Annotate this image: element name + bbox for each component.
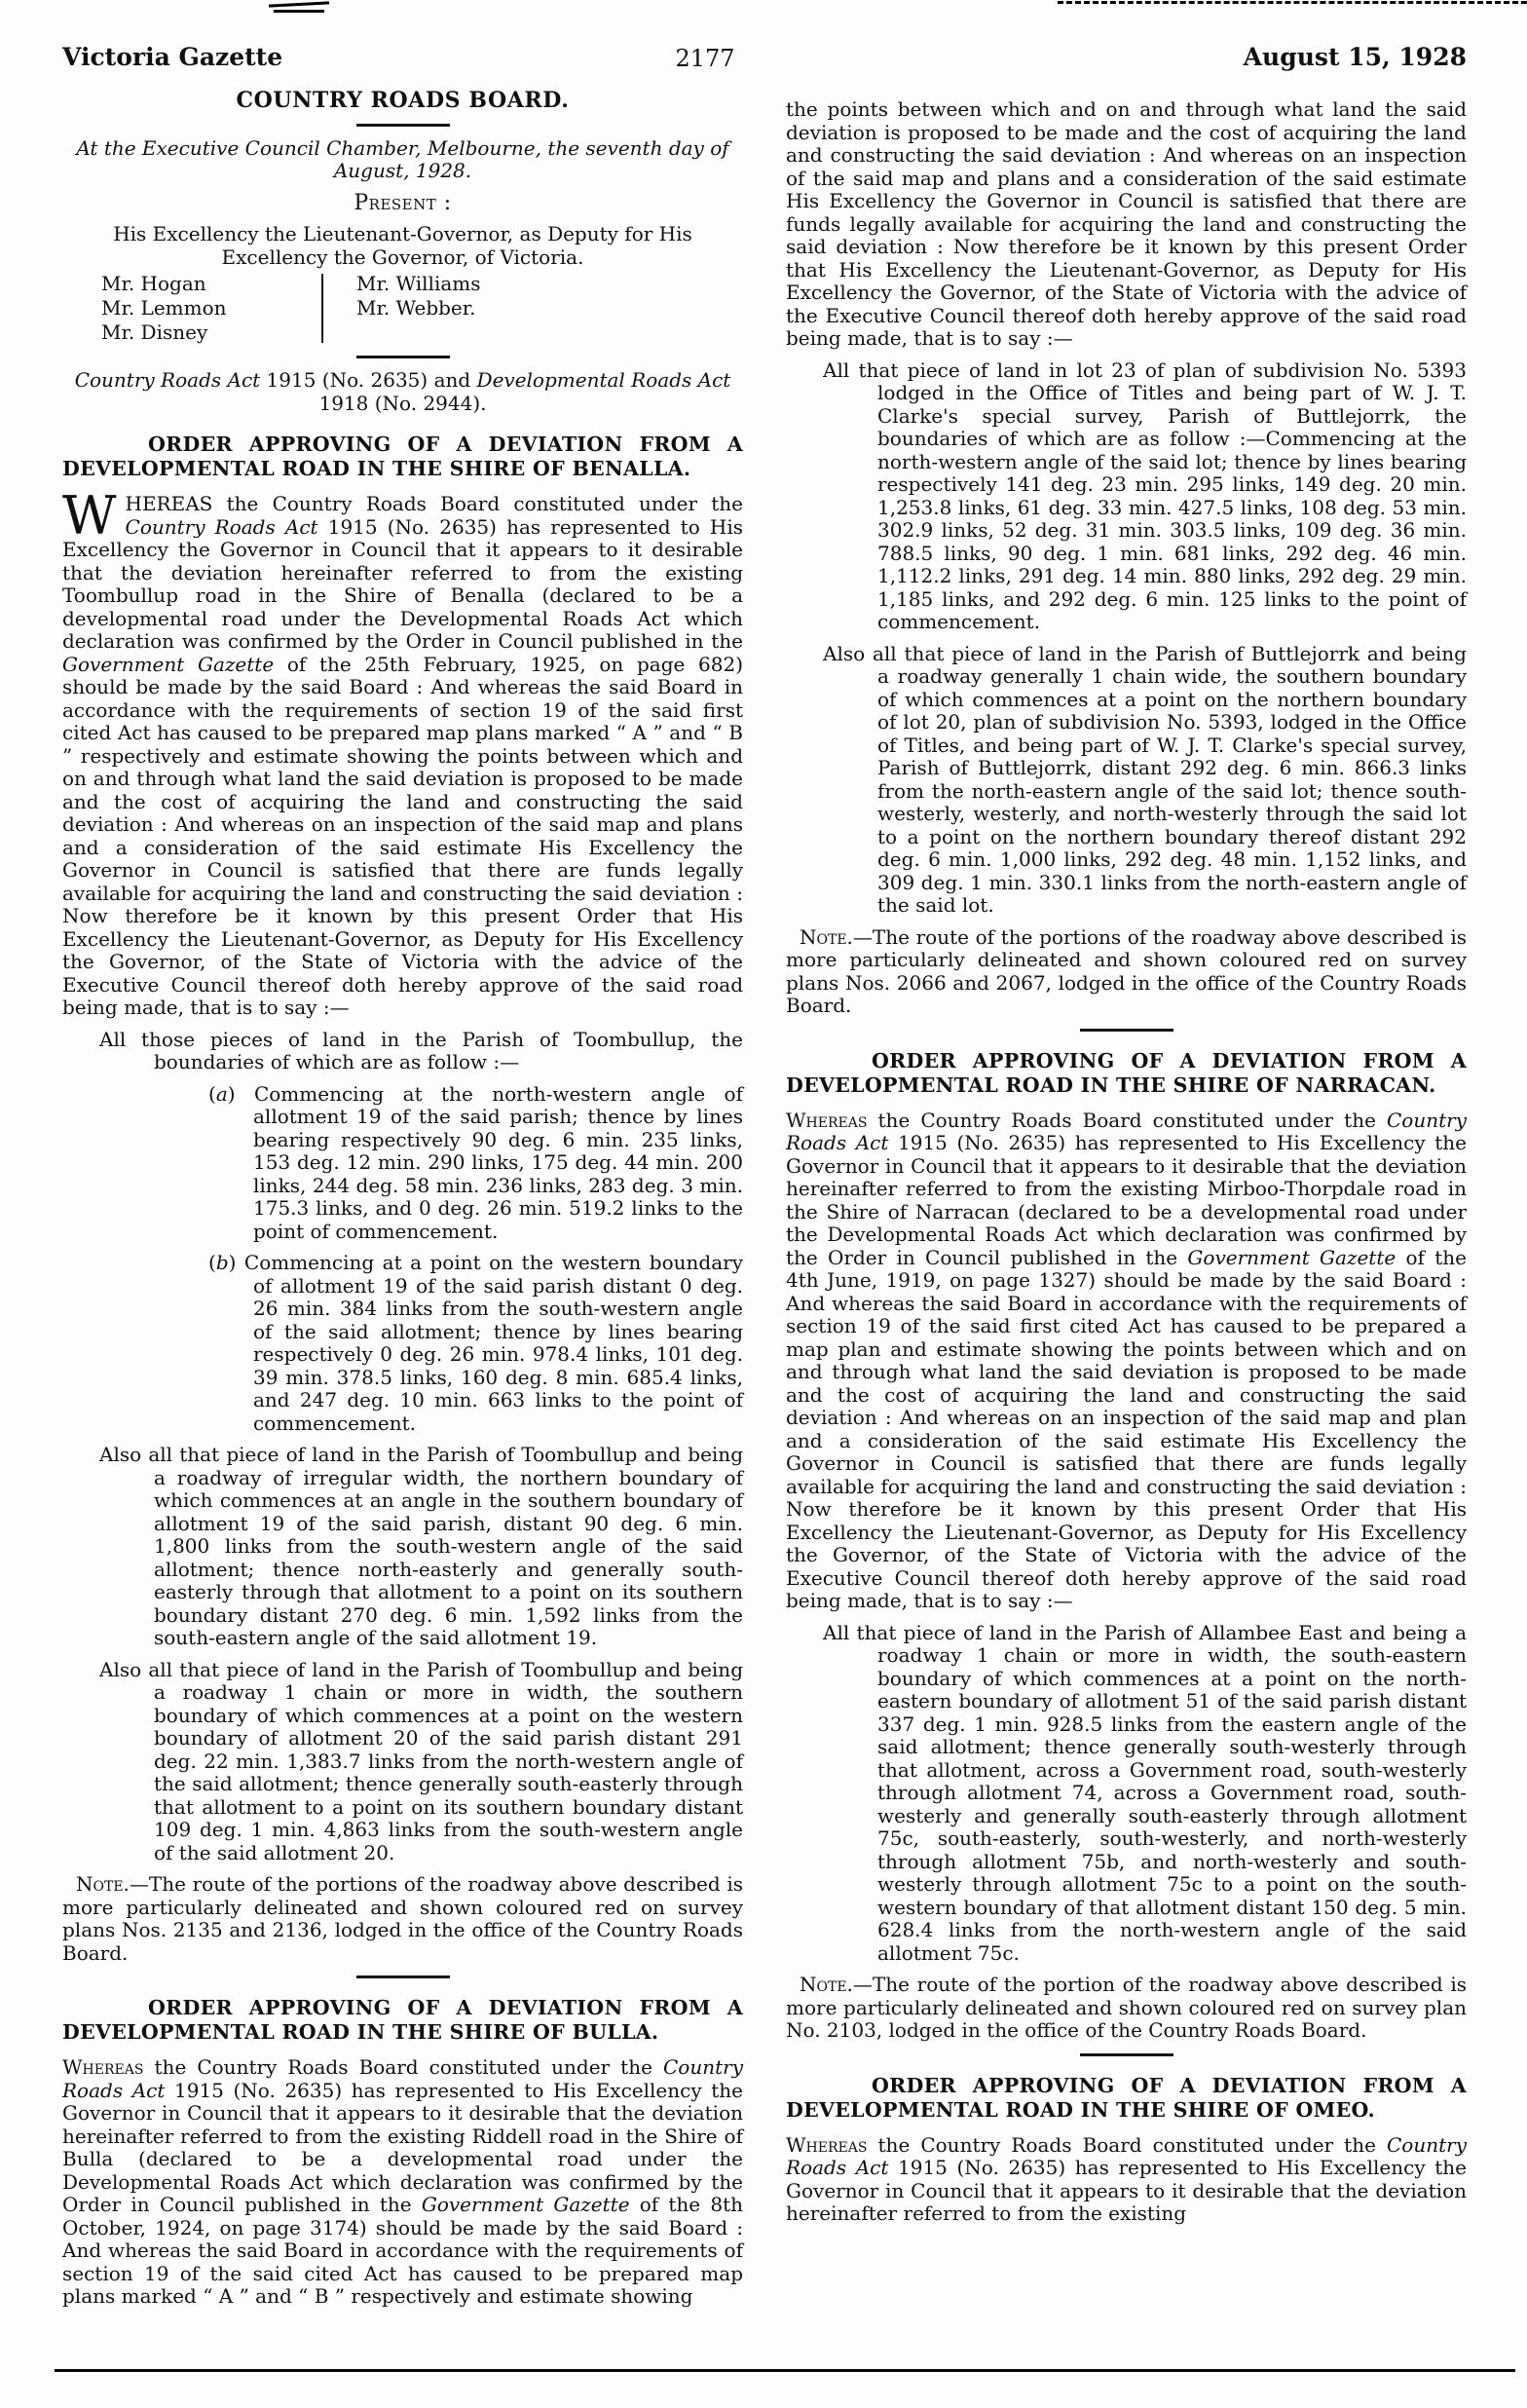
order-heading-benalla — [62, 433, 743, 481]
text-run: Country Roads Act — [786, 1108, 1467, 1154]
venue-line — [62, 137, 743, 183]
text-run: b — [215, 1251, 229, 1274]
scan-artifact-mark — [274, 10, 324, 13]
order-heading-narracan — [786, 1049, 1467, 1098]
scan-artifact-dashed-line — [1058, 1, 1527, 4]
page-header — [0, 43, 1527, 76]
parcel-lot-23 — [786, 359, 1467, 634]
text-run: Government Gazette — [62, 652, 275, 676]
text-run: the points between which and on and through what land the said deviation is proposed to be made and the cost of acquiring the land and constructing the said deviation : And whereas on an inspection of the said map and plans and a consideration of the said estimate His Excellency the Governor in Council is satisfied that there are funds legally available for acquiring the land and constructing the said deviation : Now therefore be it known by this present Order that His Excellency the Lieutenant-Governor, as Deputy for His Excellency the Governor, of the State of Victoria with the advice of the Executive Council thereof doth hereby approve of the said road being made, that is to say :— — [786, 97, 1467, 350]
text-run: All those pieces of land in the Parish of Toombullup, the boundaries of which are as follow :— — [99, 1027, 743, 1073]
page-body — [62, 90, 1467, 2309]
note-buttlejorrk — [786, 926, 1467, 1018]
text-run: Note. — [76, 1872, 130, 1896]
text-run: of the 8th October, 1924, on page 3174) should be made by the said Board : And whereas the said Board in accordance with the requirements of section 19 of the said cited Act has caused to be prepared map plans marked “ A ” and “ B ” respectively and estimate showing — [62, 2193, 743, 2308]
text-run: ( — [208, 1251, 216, 1274]
text-run: the Country Roads Board constituted under the — [143, 2055, 663, 2079]
text-run: —The route of the portions of the roadway above described is more particularly delineated and shown coloured red on survey plans Nos. 2135 and 2136, lodged in the office of the Country Roads Board. — [62, 1872, 743, 1965]
attendees-columns — [101, 272, 743, 345]
text-run: the Country Roads Board constituted under the — [867, 2132, 1387, 2157]
text-run: of the 25th February, 1925, on page 682) should be made by the said Board : And whereas the said Board in accordance with the requirements of section 19 of the said first cited Act has caused to be prepared map plans marked “ A ” and “ B ” respectively and estimate showing the points between which and on and through what land the said deviation is proposed to be made and the cost of acquiring the land and constructing the said deviation : And whereas on an inspection of the said map and plans and a consideration of the said estimate His Excellency the Governor in Council is satisfied that there are funds legally available for acquiring the land and constructing the said deviation : Now therefore be it known by this present Order that His Excellency the Lieutenant-Governor, as Deputy for His Excellency the Governor, of the State of Victoria with the advice of the Executive Council thereof doth hereby approve of the said road being made, that is to say :— — [62, 652, 743, 1019]
text-run: 1915 (No. 2635) has represented to His Excellency the Governor in Council that it appears to it desirable that the deviation hereinafter referred to from the existing Riddell road in the Shire of Bulla (declared to be a developmental road under the Developmental Roads Act which declaration was confirmed by the Order in Council published in the — [62, 2078, 743, 2216]
acts-citation — [62, 369, 743, 415]
text-run: Also all that piece of land in the Parish of Toombullup and being a roadway of irregular width, the northern boundary of which commences at an angle in the southern boundary of allotment 19 of the said parish, distant 90 deg. 6 min. 1,800 links from the south-western angle of the said allotment; thence north-easterly and generally south-easterly through that allotment to a point on its southern boundary distant 270 deg. 6 min. 1,592 links from the south-eastern angle of the said allotment 19. — [99, 1443, 743, 1649]
note-benalla — [62, 1873, 743, 1965]
attendee-name: Mr. Disney — [101, 320, 208, 344]
attendees-divider — [321, 274, 323, 343]
parcel-buttlejorrk-also — [786, 643, 1467, 918]
bulla-continuation — [786, 98, 1467, 351]
attendees-list — [101, 272, 743, 345]
text-run: All that piece of land in lot 23 of plan of subdivision No. 5393 lodged in the Office of Titles and being part of W. J. T. Clarke's special survey, Parish of Buttlejorrk, the boundaries of which are as follow :—Commencing at the north-western angle of the said lot; thence by lines bearing respectively 141 deg. 23 min. 295 links, 149 deg. 20 min. 1,253.8 links, 61 deg. 33 min. 427.5 links, 108 deg. 53 min. 302.9 links, 52 deg. 31 min. 303.5 links, 109 deg. 36 min. 788.5 links, 90 deg. 1 min. 681 links, 292 deg. 46 min. 1,112.2 links, 291 deg. 14 min. 880 links, 292 deg. 29 min. 1,185 links, and 292 deg. 6 min. 125 links to the point of commencement. — [823, 357, 1467, 633]
text-run: W — [62, 485, 117, 546]
rule-before-omeo — [1080, 2053, 1173, 2056]
text-run: 1915 (No. 2635) has represented to His Excellency the Governor in Council that it appears to it desirable that the deviation hereinafter referred to from the existing — [786, 2156, 1467, 2225]
text-run: ( — [208, 1081, 216, 1106]
parcel-toombullup-also-2 — [62, 1659, 743, 1865]
text-run: Whereas — [786, 1108, 868, 1132]
text-run: All that piece of land in the Parish of Allambee East and being a roadway 1 chain or more in width, the south-eastern boundary of which commences at a point on the north-eastern boundary of allotment 51 of the said parish distant 337 deg. 1 min. 928.5 links from the eastern angle of the said allotment; thence generally south-westerly through that allotment, across a Government road, south-westerly through allotment 74, across a Government road, south-westerly and generally south-easterly through allotment 75c, south-easterly, south-westerly, and north-westerly through allotment 75b, and north-westerly and south-westerly through allotment 75c to a point on the south-western boundary of that allotment distant 150 deg. 5 min. 628.4 links from the north-western angle of the said allotment 75c. — [823, 1620, 1467, 1965]
text-run: ORDER APPROVING OF A DEVIATION FROM A DEVELOPMENTAL ROAD IN THE SHIRE OF BENALLA. — [62, 433, 743, 480]
rule-under-attendees — [356, 356, 450, 358]
text-run: ORDER APPROVING OF A DEVIATION FROM A DEVELOPMENTAL ROAD IN THE SHIRE OF BULLA. — [62, 1996, 743, 2044]
text-run: ) Commencing at a point on the western boundary of allotment 19 of the said parish distant 0 deg. 26 min. 384 links from the south-western angle of the said allotment; thence by lines bearing respectively 0 deg. 26 min. 978.4 links, 101 deg. 39 min. 378.5 links, 160 deg. 8 min. 685.4 links, and 247 deg. 10 min. 663 links to the point of commencement. — [228, 1251, 743, 1435]
attendee-column — [101, 272, 308, 345]
whereas-omeo — [786, 2134, 1467, 2226]
scan-artifact-mark — [269, 1, 329, 7]
gazette-title: Victoria Gazette — [62, 43, 283, 71]
rule-before-bulla — [356, 1975, 450, 1978]
text-run: Note. — [800, 1973, 853, 1996]
column-left — [62, 90, 743, 2309]
text-run: Also all that piece of land in the Parish of Buttlejorrk and being a roadway generally 1 chain wide, the southern boundary of which commences at a point on the northern boundary of lot 20, plan of subdivision No. 5393, lodged in the Office of Titles, and being part of W. J. T. Clarke's special survey, Parish of Buttlejorrk, distant 292 deg. 6 min. 866.3 links from the north-eastern angle of the said lot; thence south-westerly, westerly, and north-westerly through the said lot to a point on the northern boundary thereof distant 292 deg. 6 min. 1,000 links, 292 deg. 48 min. 1,152 links, and 309 deg. 1 min. 330.1 links from the north-eastern angle of the said lot. — [823, 641, 1467, 917]
column-right — [786, 90, 1467, 2309]
text-run: Country Roads Act — [125, 514, 318, 539]
text-run: COUNTRY ROADS BOARD. — [236, 88, 570, 113]
rule-before-narracan — [1080, 1029, 1173, 1032]
text-run: Country Roads Act — [62, 2055, 743, 2102]
order-heading-omeo — [786, 2074, 1467, 2123]
bottom-rule — [55, 2369, 1515, 2372]
text-run: Whereas — [62, 2055, 144, 2079]
note-allambee — [786, 1974, 1467, 2043]
attendee-name: Mr. Williams — [356, 272, 481, 295]
text-run: HEREAS the Country Roads Board constituted under the — [125, 492, 743, 515]
parcel-toombullup-intro — [62, 1029, 743, 1074]
text-run: His Excellency the Lieutenant-Governor, as Deputy for His Excellency the Governor, of Victoria. — [113, 222, 692, 269]
text-run: Whereas — [786, 2132, 868, 2157]
text-run: Note. — [800, 924, 853, 949]
text-run: 1915 (No. 2635) has represented to His Excellency the Governor in Council that it appears to it desirable that the deviation hereinafter referred to from the existing Toombullup road in the Shire of Benalla (declared to be a developmental road under the Developmental Roads Act which declaration was confirmed by the Order in Council published in the — [62, 514, 743, 653]
text-run: At the Executive Council Chamber, Melbourne, the seventh day of August, 1928. — [76, 135, 729, 182]
page-number: 2177 — [675, 45, 735, 72]
text-run: Government Gazette — [421, 2193, 630, 2216]
present-label — [62, 192, 743, 215]
text-run: Government Gazette — [1187, 1245, 1397, 1269]
text-run: ) Commencing at the north-western angle of allotment 19 of the said parish; thence by lines bearing respectively 90 deg. 6 min. 235 links, 153 deg. 12 min. 290 links, 175 deg. 44 min. 200 links, 244 deg. 58 min. 236 links, 283 deg. 3 min. 175.3 links, and 0 deg. 26 min. 519.2 links to the point of commencement. — [227, 1081, 743, 1243]
parcel-allambee-east — [786, 1622, 1467, 1966]
text-run: the Country Roads Board constituted under the — [867, 1108, 1387, 1132]
attendee-name: Mr. Lemmon — [101, 296, 227, 320]
whereas-narracan — [786, 1110, 1467, 1613]
whereas-bulla — [62, 2056, 743, 2309]
order-heading-bulla — [62, 1996, 743, 2045]
text-run: Country Roads Act — [786, 2132, 1467, 2179]
rule-under-title — [356, 124, 450, 127]
attendee-name: Mr. Webber. — [356, 296, 476, 320]
text-run: Country Roads Act — [74, 368, 261, 392]
text-run: of the 4th June, 1919, on page 1327) should be made by the said Board : And whereas the said Board in accordance with the requirements of section 19 of the said first cited Act has caused to be prepared a map plan and estimate showing the points between which and on and through what land the said deviation is proposed to be made and the cost of acquiring the land and constructing the said deviation : And whereas on an inspection of the said map and plan and a consideration of the said estimate His Excellency the Governor in Council is satisfied that there are funds legally available for acquiring the land and constructing the said deviation : Now therefore be it known by this present Order that His Excellency the Lieutenant-Governor, as Deputy for His Excellency the Governor, of the State of Victoria with the advice of the Executive Council thereof doth hereby approve of the said road being made, that is to say :— — [786, 1245, 1467, 1612]
attendee-name: Mr. Hogan — [101, 272, 206, 295]
text-run: Developmental Roads Act — [476, 368, 731, 392]
text-run: a — [215, 1081, 228, 1106]
text-run: Present : — [354, 190, 452, 215]
text-run: 1915 (No. 2635) has represented to His Excellency the Governor in Council that it appears to it desirable that the deviation hereinafter referred to from the existing Mirboo-Thorpdale road in the Shire of Narracan (declared to be a developmental road under the Developmental Roads Act which declaration was confirmed by the Order in Council published in the — [786, 1131, 1467, 1269]
text-run: ORDER APPROVING OF A DEVIATION FROM A DEVELOPMENTAL ROAD IN THE SHIRE OF OMEO. — [786, 2073, 1467, 2122]
text-run: ORDER APPROVING OF A DEVIATION FROM A DEVELOPMENTAL ROAD IN THE SHIRE OF NARRACAN. — [786, 1048, 1467, 1097]
text-run: —The route of the portions of the roadway above described is more particularly delineated and shown coloured red on survey plans Nos. 2066 and 2067, lodged in the office of the Country Roads Board. — [786, 924, 1467, 1017]
board-title — [62, 90, 743, 113]
whereas-benalla — [62, 485, 743, 1020]
attendee-column — [356, 272, 563, 345]
present-intro — [62, 223, 743, 269]
text-run: —The route of the portion of the roadway above described is more particularly delineated and shown coloured red on survey plan No. 2103, lodged in the office of the Country Roads Board. — [786, 1973, 1467, 2042]
issue-date: August 15, 1928 — [1243, 43, 1467, 71]
parcel-toombullup-also-1 — [62, 1444, 743, 1650]
text-run: Also all that piece of land in the Parish of Toombullup and being a roadway 1 chain or more in width, the southern boundary of which commences at a point on the western boundary of allotment 20 of the said parish distant 291 deg. 22 min. 1,383.7 links from the north-western angle of the said allotment; thence generally south-easterly through that allotment to a point on its southern boundary distant 109 deg. 1 min. 4,863 links from the south-western angle of the said allotment 20. — [99, 1657, 743, 1864]
text-run: 1915 (No. 2635) and — [260, 368, 477, 392]
text-run: 1918 (No. 2944). — [318, 391, 487, 415]
parcel-item-b — [62, 1252, 743, 1435]
parcel-item-a — [62, 1083, 743, 1244]
